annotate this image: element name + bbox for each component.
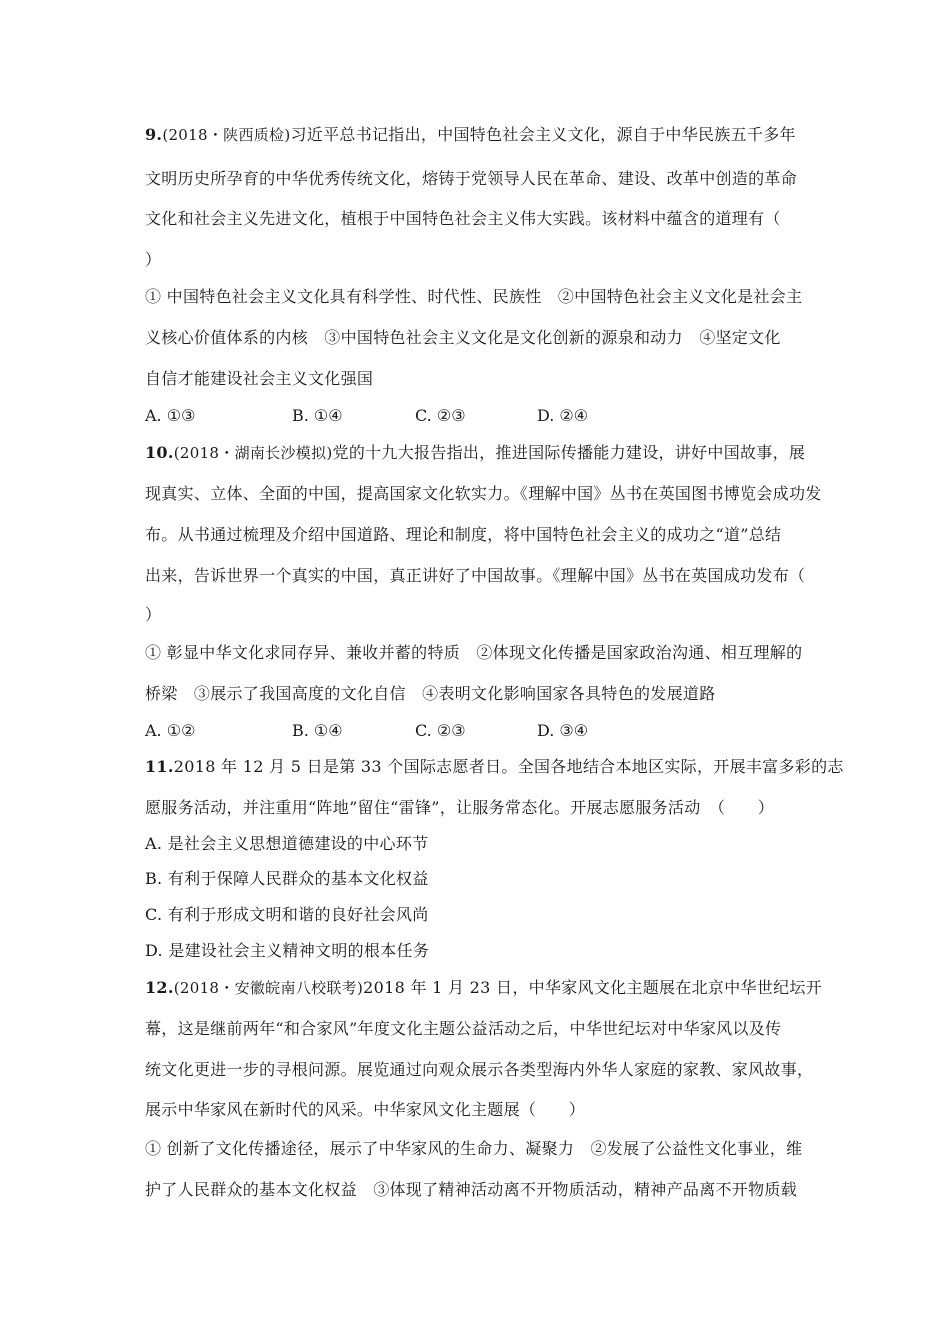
question-10-line-3: 布。从书通过梳理及介绍中国道路、理论和制度，将中国特色社会主义的成功之“道”总结 bbox=[145, 525, 782, 544]
question-12-line-6: 护了人民群众的基本文化权益 ③体现了精神活动离不开物质活动，精神产品离不开物质载 bbox=[145, 1180, 798, 1199]
question-number: 9. bbox=[145, 125, 163, 144]
question-9-line-3: 文化和社会主义先进文化，植根于中国特色社会主义伟大实践。该材料中蕴含的道理有（ bbox=[145, 209, 781, 228]
question-9-line-1 bbox=[145, 124, 796, 146]
question-9-line-5: ① 中国特色社会主义文化具有科学性、时代性、民族性 ②中国特色社会主义文化是社会主 bbox=[145, 287, 803, 306]
question-9-line-6: 义核心价值体系的内核 ③中国特色社会主义文化是文化创新的源泉和动力 ④坚定文化 bbox=[145, 328, 781, 347]
question-10-line-2: 现真实、立体、全面的中国，提高国家文化软实力。《理解中国》丛书在英国图书博览会成功发 bbox=[145, 484, 822, 503]
question-11-line-2: 愿服务活动，并注重用“阵地”留住“雷锋”，让服务常态化。开展志愿服务活动 （ ） bbox=[145, 798, 775, 817]
question-12-line-4: 展示中华家风在新时代的风采。中华家风文化主题展（ ） bbox=[145, 1100, 586, 1119]
option-c: C. ②③ bbox=[415, 406, 466, 425]
option-b: B. 有利于保障人民群众的基本文化权益 bbox=[145, 869, 429, 888]
question-text: 2018 年 1 月 23 日，中华家风文化主题展在北京中华世纪坛开 bbox=[363, 978, 823, 997]
question-9-line-7: 自信才能建设社会主义文化强国 bbox=[145, 369, 374, 388]
question-11-line-1 bbox=[145, 756, 844, 778]
option-d: D. ③④ bbox=[537, 721, 589, 740]
option-a: A. ①③ bbox=[145, 406, 196, 425]
question-12-line-3: 统文化更进一步的寻根问源。展览通过向观众展示各类型海内外华人家庭的家教、家风故事， bbox=[145, 1060, 814, 1079]
question-number: 11. bbox=[145, 757, 174, 776]
question-10-line-5: ） bbox=[145, 605, 162, 624]
question-source: (2018・安徽皖南八校联考) bbox=[173, 979, 364, 997]
question-text: 2018 年 12 月 5 日是第 33 个国际志愿者日。全国各地结合本地区实际，开展丰富多彩的志 bbox=[173, 757, 844, 776]
question-9-line-2: 文明历史所孕育的中华优秀传统文化，熔铸于党领导人民在革命、建设、改革中创造的革命 bbox=[145, 169, 798, 188]
question-9-line-4: ） bbox=[145, 250, 162, 269]
question-10-line-4: 出来，告诉世界一个真实的中国，真正讲好了中国故事。《理解中国》丛书在英国成功发布（ bbox=[145, 566, 806, 585]
option-a: A. 是社会主义思想道德建设的中心环节 bbox=[145, 834, 429, 853]
question-10-line-6: ① 彰显中华文化求同存异、兼收并蓄的特质 ②体现文化传播是国家政治沟通、相互理解的 bbox=[145, 643, 803, 662]
option-b: B. ①④ bbox=[292, 721, 343, 740]
question-12-line-5: ① 创新了文化传播途径，展示了中华家风的生命力、凝聚力 ②发展了公益性文化事业，维 bbox=[145, 1139, 803, 1158]
question-12-line-2: 幕，这是继前两年“和合家风”年度文化主题公益活动之后，中华世纪坛对中华家风以及传 bbox=[145, 1019, 782, 1038]
option-d: D. ②④ bbox=[537, 406, 589, 425]
question-10-line-7: 桥梁 ③展示了我国高度的文化自信 ④表明文化影响国家各具特色的发展道路 bbox=[145, 684, 716, 703]
question-text: 习近平总书记指出，中国特色社会主义文化，源自于中华民族五千多年 bbox=[290, 125, 796, 144]
option-b: B. ①④ bbox=[292, 406, 343, 425]
option-c: C. 有利于形成文明和谐的良好社会风尚 bbox=[145, 905, 429, 924]
question-source: (2018・湖南长沙模拟) bbox=[173, 444, 333, 462]
question-12-line-1 bbox=[145, 977, 822, 999]
question-number: 10. bbox=[145, 443, 174, 462]
option-a: A. ①② bbox=[145, 721, 196, 740]
question-number: 12. bbox=[145, 978, 174, 997]
option-d: D. 是建设社会主义精神文明的根本任务 bbox=[145, 941, 430, 960]
question-source: (2018・陕西质检) bbox=[162, 126, 291, 144]
question-10-line-1 bbox=[145, 442, 805, 464]
question-text: 党的十九大报告指出，推进国际传播能力建设，讲好中国故事，展 bbox=[332, 443, 806, 462]
option-c: C. ②③ bbox=[415, 721, 466, 740]
